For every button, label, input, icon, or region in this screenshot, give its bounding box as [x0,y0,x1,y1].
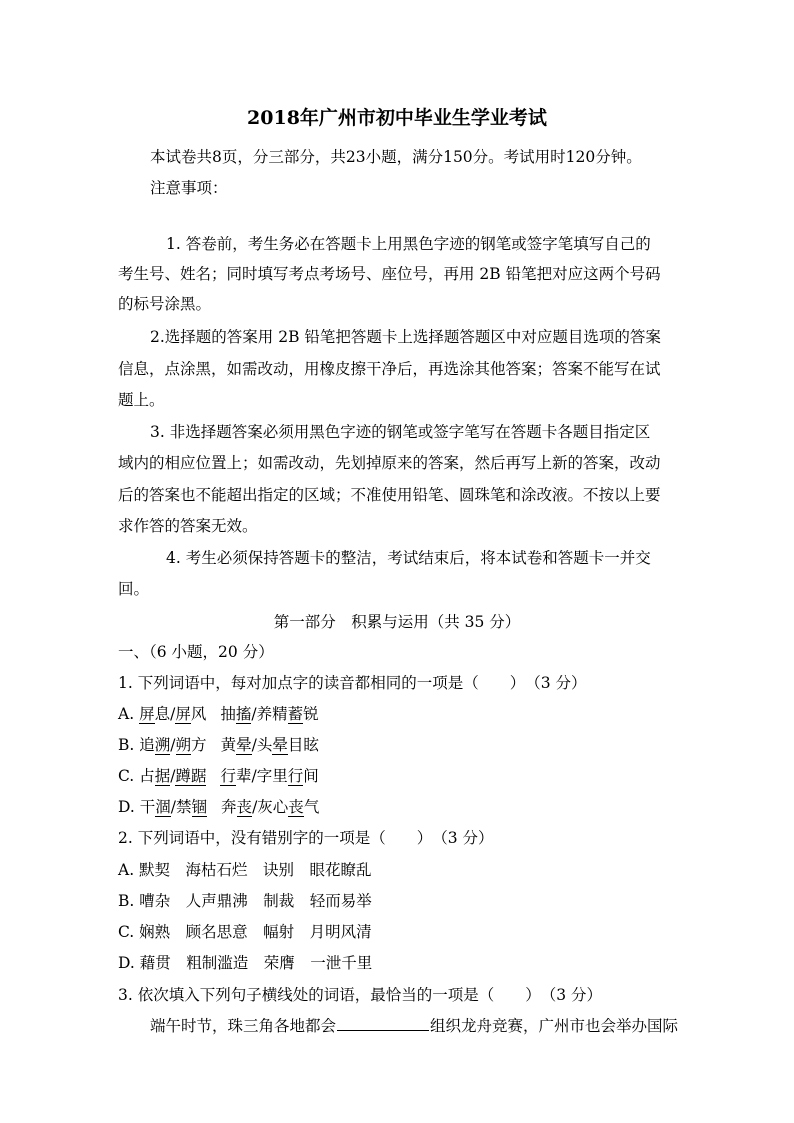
q3-passage: 端午时节，珠三角各地都会 组织龙舟竞赛，广州市也会举办国际 [150,1017,679,1035]
q1-stem: 1. 下列词语中，每对加点字的读音都相同的一项是（ ） （3 分） [118,674,587,692]
notice-2-line-2: 信息，点涂黑，如需改动，用橡皮擦干净后，再选涂其他答案；答案不能写在试 [118,360,661,378]
notice-heading: 注意事项： [150,179,228,197]
notice-3-line-2: 域内的相应位置上；如需改动，先划掉原来的答案，然后再写上新的答案，改动 [118,454,661,472]
notice-2-line-3: 题上。 [118,391,165,409]
q1-option-a: A. 屏息/屏风 抽搐/养精蓄锐 [118,705,319,723]
q1-option-c: C. 占据/蹲踞 行辈/字里行间 [118,767,319,785]
q3-blank-1 [337,1016,429,1031]
notice-3-line-4: 求作答的答案无效。 [118,517,258,535]
q2-option-c: C. 娴熟 顾名思意 幅射 月明风清 [118,923,372,941]
notice-1-line-3: 的标号涂黑。 [118,295,212,313]
notice-3-line-3: 后的答案也不能超出指定的区域；不准使用铅笔、圆珠笔和涂改液。不按以上要 [118,486,661,504]
q2-option-a: A. 默契 海枯石烂 诀别 眼花瞭乱 [118,861,372,879]
q2-option-b: B. 嘈杂 人声鼎沸 制裁 轻而易举 [118,892,372,910]
notice-2-line-1: 2.选择题的答案用 2B 铅笔把答题卡上选择题答题区中对应题目选项的答案 [150,328,661,346]
notice-4-line-1: 4. 考生必须保持答题卡的整洁，考试结束后，将本试卷和答题卡一并交 [166,549,651,567]
q3-stem: 3. 依次填入下列句子横线处的词语，最恰当的一项是（ ） （3 分） [118,986,603,1004]
notice-1-line-2: 考生号、姓名；同时填写考点考场号、座位号，再用 2B 铅笔把对应这两个号码 [118,265,661,283]
q1-option-d: D. 干涸/禁锢 奔丧/灰心丧气 [118,798,320,816]
notice-4-line-2: 回。 [118,580,150,598]
notice-1-line-1: 1. 答卷前，考生务必在答题卡上用黑色字迹的钢笔或签字笔填写自己的 [166,235,651,253]
q2-option-d: D. 藉贯 粗制滥造 荣膺 一泄千里 [118,954,373,972]
q2-stem: 2. 下列词语中，没有错别字的一项是（ ） （3 分） [118,829,494,847]
notice-3-line-1: 3. 非选择题答案必须用黑色字迹的钢笔或签字笔写在答题卡各题目指定区 [150,423,651,441]
part-1-title: 第一部分 积累与运用（共 35 分） [273,613,521,631]
exam-title: 2018年广州市初中毕业生学业考试 [247,107,547,129]
intro-text: 本试卷共8页，分三部分，共23小题，满分150分。考试用时120分钟。 [150,148,642,166]
section-1-heading: 一、（6 小题，20 分） [118,643,274,661]
q1-option-b: B. 追溯/朔方 黄晕/头晕目眩 [118,736,319,754]
